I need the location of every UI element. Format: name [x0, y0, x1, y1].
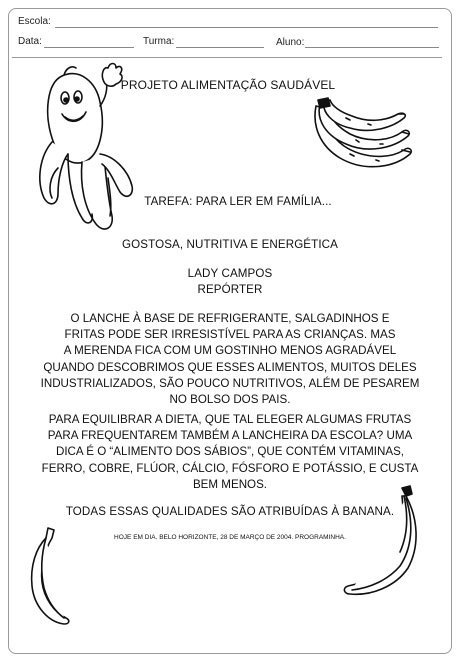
- paragraph-line: O LANCHE À BASE DE REFRIGERANTE, SALGADINHOS E: [70, 312, 390, 325]
- banana-icon: [28, 526, 78, 626]
- turma-field[interactable]: [176, 47, 264, 48]
- paragraph-line: FRITAS PODE SER IRRESISTÍVEL PARA AS CRIANÇAS. MAS: [64, 328, 396, 342]
- banana-bunch-icon: [310, 96, 420, 176]
- page-title: PROJETO ALIMENTAÇÃO SAUDÁVEL: [120, 78, 336, 92]
- turma-label: Turma:: [143, 36, 175, 47]
- banana-character-icon: [22, 58, 152, 238]
- author-name: LADY CAMPOS: [187, 267, 273, 280]
- author-role: REPÓRTER: [197, 283, 263, 296]
- aluno-label: Aluno:: [276, 37, 305, 48]
- paragraph-line: QUANDO DESCOBRIMOS QUE ESSES ALIMENTOS, MUITOS DELES: [43, 360, 417, 374]
- paragraph-line: PARA FREQUENTAREM TAMBÉM A LANCHEIRA DA ESCOLA? UMA: [47, 429, 413, 443]
- paragraph-line: INDUSTRIALIZADOS, SÃO POUCO NUTRITIVOS, ALÉM DE PESAREM: [40, 376, 420, 390]
- paragraph-line: NO BOLSO DOS PAIS.: [169, 393, 291, 407]
- source-citation: HOJE EM DIA. BELO HORIZONTE, 28 DE MARÇO DE 2004. PROGRAMINHA.: [114, 534, 346, 541]
- paragraph-line: FERRO, COBRE, FLÚOR, CÁLCIO, FÓSFORO E POTÁSSIO, E CUSTA: [41, 461, 419, 475]
- paragraph-line: DICA É O “ALIMENTO DOS SÁBIOS”, QUE CONTÉM VITAMINAS,: [55, 445, 405, 459]
- data-field[interactable]: [44, 47, 134, 48]
- paragraph-3: TODAS ESSAS QUALIDADES SÃO ATRIBUÍDAS À BANANA.: [65, 505, 395, 518]
- paragraph-line: A MERENDA FICA COM UM GOSTINHO MENOS AGRADÁVEL: [63, 344, 397, 358]
- paragraph-2: [40, 412, 420, 493]
- data-label: Data:: [18, 36, 42, 47]
- article-headline: GOSTOSA, NUTRITIVA E ENERGÉTICA: [122, 238, 338, 251]
- task-line: TAREFA: PARA LER EM FAMÍLIA...: [144, 195, 332, 208]
- banana-icon: [340, 484, 435, 604]
- escola-field[interactable]: [55, 27, 438, 28]
- paragraph-line: PARA EQUILIBRAR A DIETA, QUE TAL ELEGER ALGUMAS FRUTAS: [48, 413, 412, 426]
- paragraph-1: [40, 311, 420, 408]
- aluno-field[interactable]: [305, 47, 439, 48]
- paragraph-line: BEM MENOS.: [192, 477, 268, 491]
- escola-label: Escola:: [18, 16, 51, 27]
